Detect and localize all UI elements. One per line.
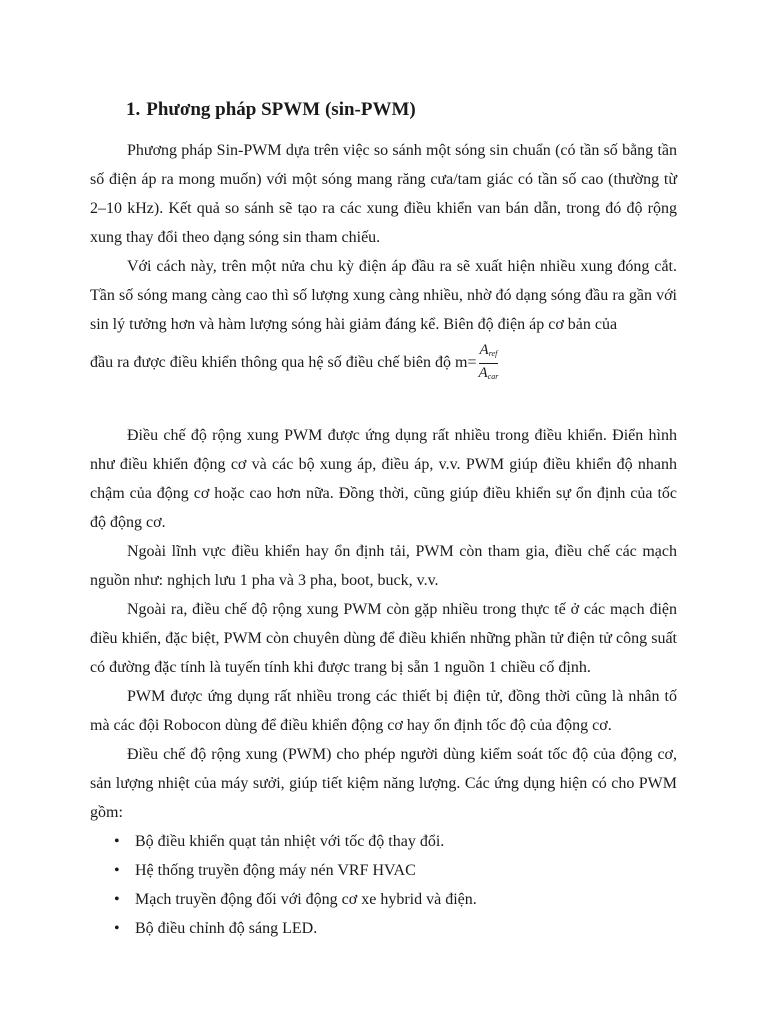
modulation-index-fraction — [478, 341, 500, 386]
paragraph-sin-pwm-intro: Phương pháp Sin-PWM dựa trên việc so sánh một sóng sin chuẩn (có tần số bằng tần số điện áp ra mong muốn) với một sóng mang răng cưa/tam giác có tần số cao (thường từ 2–10 kHz). Kết quả so sánh sẽ tạo ra các xung điều khiển van bán dẫn, trong đó độ rộng xung thay đổi theo dạng sóng sin tham chiếu. — [90, 142, 677, 246]
list-item — [114, 856, 677, 885]
modulation-index-line — [90, 339, 677, 387]
applications-list — [90, 827, 677, 943]
paragraph-pwm-power-supply: Ngoài lĩnh vực điều khiển hay ổn định tải, PWM còn tham gia, điều chế các mạch nguồn như: nghịch lưu 1 pha và 3 pha, boot, buck, v.v. — [90, 543, 677, 589]
paragraph-switching-pulses: Với cách này, trên một nửa chu kỳ điện áp đầu ra sẽ xuất hiện nhiều xung đóng cắt. Tần số sóng mang càng cao thì số lượng xung càng nhiều, nhờ đó dạng sóng đầu ra gần với sin lý tưởng hơn và hàm lượng sóng hài giảm đáng kể. Biên độ điện áp cơ bản của — [90, 258, 677, 333]
list-item — [114, 827, 677, 856]
bullet-icon: • — [114, 891, 120, 908]
bullet-icon: • — [114, 920, 120, 937]
list-item-text: Bộ điều chỉnh độ sáng LED. — [135, 920, 318, 937]
numerator-symbol: A — [479, 341, 489, 358]
bullet-icon: • — [114, 833, 120, 850]
list-item-text: Mạch truyền động đối với động cơ xe hybrid và điện. — [135, 891, 477, 908]
paragraph-pwm-practical: Ngoài ra, điều chế độ rộng xung PWM còn gặp nhiều trong thực tế ở các mạch điện điều khiển, đặc biệt, PWM còn chuyên dùng để điều khiển những phần tử điện tử công suất có đường đặc tính là tuyến tính khi được trang bị sẵn 1 nguồn 1 chiều cố định. — [90, 601, 677, 676]
section-number: 1. — [126, 99, 141, 120]
modulation-index-text: đầu ra được điều khiển thông qua hệ số điều chế biên độ m= — [90, 354, 477, 371]
blank-line — [90, 387, 677, 421]
paragraph-pwm-control: Điều chế độ rộng xung PWM được ứng dụng rất nhiều trong điều khiển. Điển hình như điều khiển động cơ và các bộ xung áp, điều áp, v.v. PWM giúp điều khiển độ nhanh chậm của động cơ hoặc cao hơn nữa. Đồng thời, cũng giúp điều khiển sự ổn định của tốc độ động cơ. — [90, 427, 677, 531]
paragraph-pwm-applications: Điều chế độ rộng xung (PWM) cho phép người dùng kiểm soát tốc độ của động cơ, sản lượng nhiệt của máy sưởi, giúp tiết kiệm năng lượng. Các ứng dụng hiện có cho PWM gồm: — [90, 746, 677, 821]
paragraph-pwm-robocon: PWM được ứng dụng rất nhiều trong các thiết bị điện tử, đồng thời cũng là nhân tố mà các đội Robocon dùng để điều khiển động cơ hay ổn định tốc độ của động cơ. — [90, 688, 677, 734]
section-heading — [126, 96, 677, 124]
list-item-text: Bộ điều khiển quạt tản nhiệt với tốc độ thay đổi. — [135, 833, 445, 850]
bullet-icon: • — [114, 862, 120, 879]
list-item — [114, 885, 677, 914]
denominator-symbol: A — [478, 364, 488, 381]
section-title: Phương pháp SPWM (sin-PWM) — [146, 99, 416, 120]
document-page — [90, 96, 677, 943]
list-item-text: Hệ thống truyền động máy nén VRF HVAC — [135, 862, 416, 879]
fraction-denominator — [478, 364, 500, 386]
list-item — [114, 914, 677, 943]
numerator-subscript: ref — [488, 348, 498, 358]
denominator-subscript: car — [487, 371, 499, 381]
fraction-numerator — [479, 341, 499, 364]
